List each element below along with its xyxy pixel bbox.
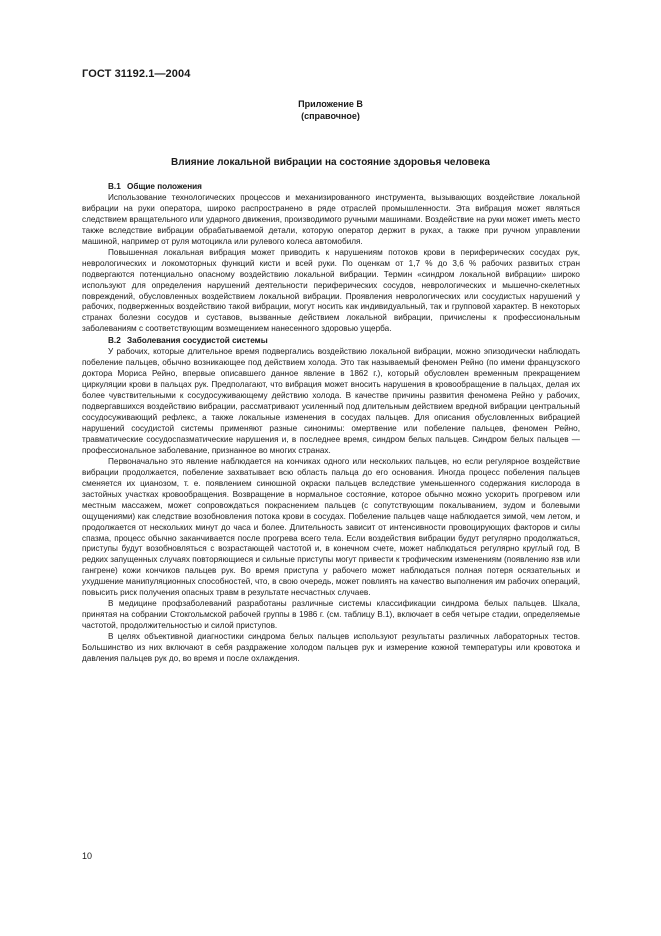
annex-type: (справочное)	[301, 111, 360, 121]
section-heading-b1	[82, 182, 580, 193]
paragraph: В медицине профзаболеваний разработаны различные системы классификации синдрома белых пальцев. Шкала, принятая на собрании Стокгольмской рабочей группы в 1986 г. (см. таблицу В.1), включает в себя четыре стадии, определяемые частотой, продолжительностью и силой приступов.	[82, 599, 580, 631]
paragraph: У рабочих, которые длительное время подвергались воздействию локальной вибрации, можно эпизодически наблюдать побеление пальцев, обычно возникающее под действием холода. Это так называемый феномен Рейно (по имени французского доктора Мориса Рейно, впервые описавшего данное явление в 1862 г.), который обусловлен временным прекращением циркуляции крови в пальцах рук. Предполагают, что вибрация может вносить нарушения в кровообращение в пальцах, делая их более чувствительными к сосудосуживающему действию холода. В качестве причины развития феномена Рейно у рабочих, подвергавшихся воздействию вибрации, рассматривают усиленный под длительным действием вредной вибрации центральный сосудосуживающий рефлекс, а также локальные изменения в сосудах пальцев. Для описания обусловленных вибрацией нарушений сосудистой системы применяют разные синонимы: омертвение или побеление пальцев, феномен Рейно, травматические сосудоспазматические нарушения и, в последнее время, синдром белых пальцев. Синдром белых пальцев — профессиональное заболевание, признанное во многих странах.	[82, 347, 580, 455]
section-number: В.2	[108, 336, 121, 346]
section-title: Заболевания сосудистой системы	[127, 336, 268, 346]
document-title: Влияние локальной вибрации на состояние здоровья человека	[171, 157, 490, 168]
page-number: 10	[82, 851, 93, 861]
standard-code: ГОСТ 31192.1—2004	[82, 68, 191, 80]
annex-block	[0, 98, 661, 122]
paragraph: Первоначально это явление наблюдается на кончиках одного или нескольких пальцев, но если регулярное воздействие вибрации продолжается, побеление захватывает всю область пальца до его основания. Иногда процесс побеления пальцев сменяется их цианозом, т. е. появлением синюшной окраски пальцев вследствие уменьшенного содержания кислорода в застойных участках кровообращения. Возвращение в нормальное состояние, которое обычно можно ускорить прогревом или местным массажем, может сопровождаться покраснением пальцев (с сопутствующим покалыванием, зудом и болевыми ощущениями) как следствие возобновления потока крови в сосудах. Побеление пальцев чаще наблюдается зимой, чем летом, и продолжается от нескольких минут до часа и более. Длительность зависит от интенсивности провоцирующих факторов и силы спазма, процесс обычно заканчивается после прогрева всего тела. Если воздействия вибрации будут регулярно продолжаться, приступы будут возобновляться с возрастающей частотой и, в конечном счете, может наблюдаться регулярно круглый год. В редких запущенных случаях повторяющиеся и сильные приступы могут привести к трофическим изменениям (появлению язв или гангрене) кожи кончиков пальцев рук. Во время приступа у рабочего может наблюдаться полная потеря осязательных и ухудшение манипуляционных способностей, что, в свою очередь, может повлиять на качество выполнения им рабочих операций, повысить риск получения опасных травм в результате несчастных случаев.	[82, 456, 580, 598]
section-number: В.1	[108, 182, 121, 191]
body-text	[82, 182, 580, 665]
annex-label: Приложение В	[298, 99, 363, 109]
section-heading-b2	[82, 336, 580, 347]
paragraph: В целях объективной диагностики синдрома белых пальцев используют результаты различных лабораторных тестов. Большинство из них включают в себя раздражение холодом пальцев рук и измерение кожной температуры или кровотока и давления пальцев рук до, во время и после охлаждения.	[82, 632, 580, 663]
paragraph: Повышенная локальная вибрация может приводить к нарушениям потоков крови в периферических сосудах рук, неврологических и локомоторных функций кисти и всей руки. По оценкам от 1,7 % до 3,6 % рабочих развитых стран подвергаются потенциально опасному воздействию локальной вибрации. Термин «синдром локальной вибрации» широко используют для определения нарушений деятельности периферических сосудов, неврологических и мышечно-скелетных повреждений, обусловленных воздействием локальной вибрации. Проявления неврологических или сосудистых нарушений у рабочих, подверженных воздействию такой вибрации, могут носить как индивидуальный, так и групповой характер. В некоторых странах болезни сосудов и суставов, вызванные действием локальной вибрации, причислены к профессиональным заболеваниям с соответствующим возмещением нанесенного здоровью ущерба.	[82, 247, 580, 334]
paragraph: Использование технологических процессов и механизированного инструмента, вызывающих воздействие локальной вибрации на руки оператора, широко распространено в ряде отраслей промышленности. Эта вибрация может являться следствием вращательного или ударного движения, производимого ручными машинами. Воздействие на руки может иметь место также вследствие вибрации обрабатываемой детали, которую оператор держит в руках, а также при ручном управлении машиной, например от руля мотоцикла или рулевого колеса автомобиля.	[82, 192, 580, 246]
section-title: Общие положения	[127, 182, 202, 191]
